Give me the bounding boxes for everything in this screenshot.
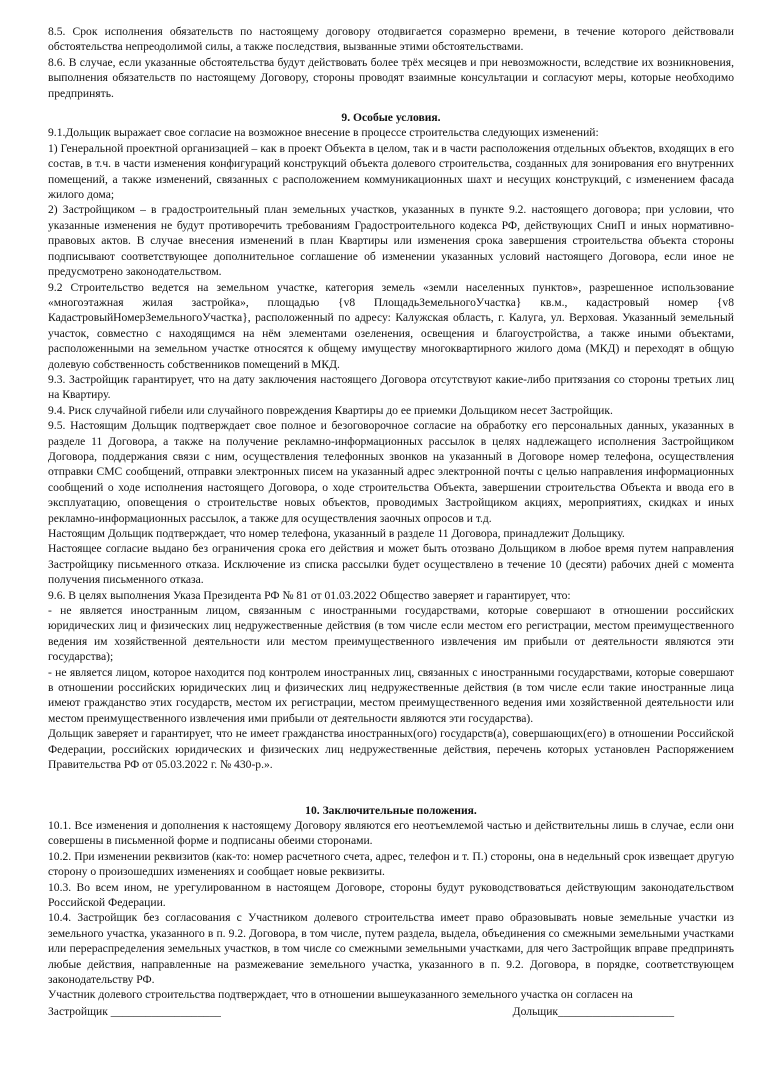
clause-9-2: 9.2 Строительство ведется на земельном участке, категория земель «земли населенных пунктов», разрешенное использование «многоэтажная жилая застройка», площадью {v8 ПлощадьЗемельногоУчастка} кв.м., кадастровый номер {v8 КадастровыйНомерЗемельногоУчастка}, расположенный по адресу: Калужская область, г. Калуга, ул. Верховая. Указанный земельный участок, совместно с находящимся на нём элементами озеленения, освещения и благоустройства, а также иными объектами, расположенными на земельном участке относятся к общему имуществу многоквартирного жилого дома (МКД) и переходят в общую долевую собственность собственников помещений в МКД. bbox=[48, 280, 734, 371]
clause-10-1: 10.1. Все изменения и дополнения к настоящему Договору являются его неотъемлемой частью и действительны лишь в случае, если они совершены в письменной форме и подписаны обеими сторонами. bbox=[48, 818, 734, 848]
clause-9-1: 9.1.Дольщик выражает свое согласие на возможное внесение в процессе строительства следующих изменений: bbox=[48, 126, 599, 140]
shareholder-signature: Дольщик____________________ bbox=[512, 1005, 674, 1018]
clause-9-5: 9.5. Настоящим Дольщик подтверждает свое полное и безоговорочное согласие на обработку его персональных данных, указанных в разделе 11 Договора, а также на получение рекламно-информационных рассылок в целях надлежащего исполнения Застройщиком Договора, поддержания связи с ним, осуществления телефонных звонков на указанный в Договоре номер телефона, осуществления отправки СМС сообщений, отправки электронных писем на указанный адрес электронной почты с целью направления информационных сообщений о ходе исполнения настоящего Договора, о ходе строительства Объекта, завершении строительства Объекта и ввода его в эксплуатацию, оповещения о строительстве новых объектов, проводимых Застройщиком акциях, мероприятиях, скидках и иных рекламно-информационных рассылок, а также для осуществления заочных опросов и т.д. bbox=[48, 419, 734, 525]
clause-10-4-consent: Участник долевого строительства подтверждает, что в отношении вышеуказанного земельного участка он согласен на bbox=[48, 988, 633, 1002]
signature-line bbox=[48, 1004, 734, 1019]
clause-9-1-item-2: 2) Застройщиком – в градостроительный план земельных участков, указанных в пункте 9.2. настоящего договора; при условии, что указанные изменения не будут противоречить требованиям Градостроительного кодекса РФ, действующих СниП и иных нормативно-правовых актов. В случае внесения изменений в план Квартиры или изменения срока завершения строительства объекта стороны подписывают соответствующее дополнительное соглашение об изменении указанных условий настоящего Договора, если иное не предусмотрено законодательством. bbox=[48, 203, 734, 279]
section-8-tail bbox=[48, 24, 734, 101]
clause-8-5: 8.5. Срок исполнения обязательств по настоящему договору отодвигается соразмерно времени, в течение которого действовали обстоятельства непреодолимой силы, а также последствия, вызванные этими обстоятельствами. bbox=[48, 25, 734, 54]
clause-8-6: 8.6. В случае, если указанные обстоятельства будут действовать более трёх месяцев и при невозможности, вследствие их возникновения, выполнения обязательств по настоящему Договору, стороны проводят взаимные консультации и согласуют меры, которые необходимо предпринять. bbox=[48, 55, 734, 100]
clause-9-4: 9.4. Риск случайной гибели или случайного повреждения Квартиры до ее приемки Дольщиком несет Застройщик. bbox=[48, 403, 613, 417]
clause-9-5-consent: Настоящее согласие выдано без ограничения срока его действия и может быть отозвано Дольщиком в любое время путем направления Застройщику письменного отказа. Исключение из списка рассылки будет осуществлено в течение 10 (десяти) рабочих дней с момента получения письменного отказа. bbox=[48, 542, 734, 587]
section-10-title: 10. Заключительные положения. bbox=[305, 803, 477, 817]
section-10 bbox=[48, 803, 734, 1003]
clause-10-4: 10.4. Застройщик без согласования с Участником долевого строительства имеет право образовывать новые земельные участки из земельного участка, указанного в п. 9.2. Договора, в том числе, путем раздела, выдела, объединения со смежными земельными участками или перераспределения земельных участков, в том числе со смежными земельными участками, для чего Застройщик вправе предпринять любые действия, направленные на размежевание земельного участка, указанного в п. 9.2. Договора, в порядке, соответствующем законодательству РФ. bbox=[48, 911, 734, 986]
clause-10-2: 10.2. При изменении реквизитов (как-то: номер расчетного счета, адрес, телефон и т. П.) стороны, она в недельный срок извещает другую сторону о произошедших изменениях и сообщает новые реквизиты. bbox=[48, 849, 734, 879]
clause-10-3: 10.3. Во всем ином, не урегулированном в настоящем Договоре, стороны будут руководствоваться действующим законодательством Российской Федерации. bbox=[48, 880, 734, 909]
clause-9-3: 9.3. Застройщик гарантирует, что на дату заключения настоящего Договора отсутствуют какие-либо притязания со стороны третьих лиц на Квартиру. bbox=[48, 372, 734, 402]
section-9 bbox=[48, 110, 734, 772]
clause-9-1-item-1: 1) Генеральной проектной организацией – как в проект Объекта в целом, так и в части расположения отдельных объектов, входящих в его состав, в т.ч. в части изменения конфигураций конструкций объекта долевого строительства, созданных для зонирования его внутренних помещений, а также изменений, связанных с расположением коммуникационных шахт и несущих конструкций, с изменением фасада жилого дома; bbox=[48, 141, 734, 202]
clause-9-5-phone: Настоящим Дольщик подтверждает, что номер телефона, указанный в разделе 11 Договора, принадлежит Дольщику. bbox=[48, 527, 625, 540]
clause-9-6-item-2: - не является лицом, которое находится под контролем иностранных лиц, связанных с иностранными государствами, которые совершают в отношении российских юридических лиц и физических лиц недружественные действия (в том числе если такие иностранные лица имеют гражданство этих государств, местом их регистрации, местом преимущественного ведения ими хозяйственной деятельности или местом преимущественного извлечения ими прибыли от деятельности являются эти государства). bbox=[48, 665, 734, 725]
clause-9-6-item-1: - не является иностранным лицом, связанным с иностранными государствами, которые совершают в отношении российских юридических лиц и физических лиц недружественные действия (в том числе если местом его регистрации, местом преимущественного ведения им хозяйственной деятельности или местом преимущественного извлечения им прибыли от деятельности являются эти государства); bbox=[48, 604, 734, 664]
clause-9-6: 9.6. В целях выполнения Указа Президента РФ № 81 от 01.03.2022 Общество заверяет и гарантирует, что: bbox=[48, 588, 571, 602]
clause-9-6-declaration: Дольщик заверяет и гарантирует, что не имеет гражданства иностранных(ого) государств(а), совершающих(его) в отношении Российской Федерации, российских юридических и физических лиц недружественные действия, перечень которых установлен Распоряжением Правительства РФ от 05.03.2022 г. № 430-р.». bbox=[48, 727, 734, 772]
section-9-title: 9. Особые условия. bbox=[341, 111, 441, 125]
developer-signature: Застройщик ___________________ bbox=[48, 1005, 221, 1018]
